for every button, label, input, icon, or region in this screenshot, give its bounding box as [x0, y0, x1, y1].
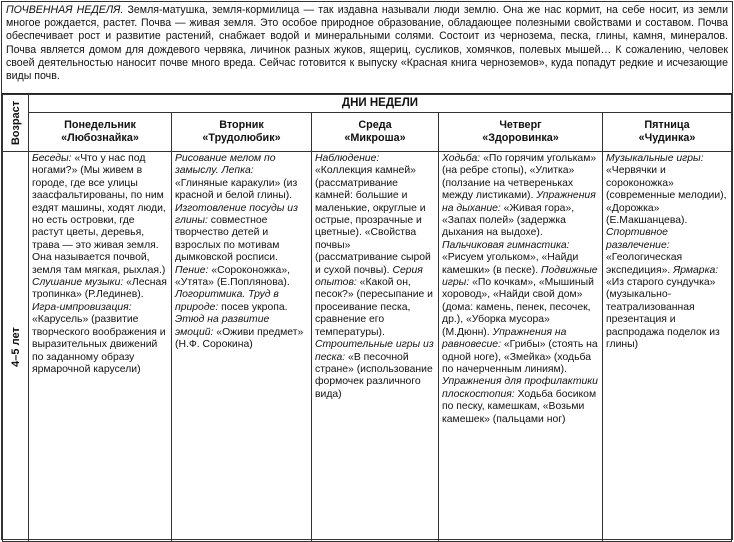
activity-text: «Что у нас под ногами?» (Мы живем в городе, где все улицы заасфальтированы, по ним ездят машины, ходят люди, но есть островки, где растут цветы, деревья, трава — это живая земля. Она называется почвой, земля там мягкая, рыхлая.): [32, 153, 166, 276]
day-name: Понедельник: [64, 119, 136, 131]
activity-text: «Червячки и сороконожка» (современные мелодии), «Дорожка» (Е.Макшанцева).: [606, 165, 727, 227]
activity-label: Упражнения на равновесие:: [442, 326, 567, 351]
day-head-tuesday: [172, 113, 312, 152]
activity-text: «Рисуем угольком», «Найди камешки» (в песке).: [442, 252, 579, 276]
activity-label: Музыкальные игры:: [606, 153, 704, 164]
activity-cell: [312, 152, 439, 542]
activity-label: Наблюдение:: [315, 153, 380, 164]
day-theme: «Любознайка»: [61, 132, 139, 144]
age-header: Возраст: [9, 100, 22, 146]
activity-label: Упражнения для профилактики плоскостопия:: [442, 376, 598, 400]
intro-title: ПОЧВЕННАЯ НЕДЕЛЯ.: [6, 4, 124, 16]
day-theme: «Трудолюбик»: [202, 132, 281, 144]
activity-text: «Геологическая экспедиция».: [606, 252, 683, 276]
activity-label: Этюд на развитие эмоций:: [175, 314, 270, 338]
age-value-cell: [3, 152, 29, 542]
activity-text: «По кочкам», «Мышиный хоровод», «Найди свой дом» (дома: камень, пенек, песочек, др.), «Уборка мусора» (М.Дюнн).: [442, 277, 594, 338]
activity-label: Серия опытов:: [315, 264, 423, 289]
activity-text: «Лесная тропинка» (Р.Лединев).: [32, 277, 167, 301]
activity-label: Беседы:: [32, 153, 72, 164]
activity-text: Ходьба босиком по песку, камешкам, «Возьми камешек» (пальцами ног): [442, 388, 597, 425]
activity-text: «Оживи предмет» (Н.Ф. Сорокина): [175, 326, 304, 351]
activity-text: «Карусель» (развитие творческого воображения и выразительных движений по заданному образу ярмарочной карусели): [32, 314, 166, 375]
day-theme: «Чудинка»: [638, 132, 696, 144]
activity-label: Подвижные игры:: [442, 264, 598, 289]
day-head-wednesday: [312, 113, 439, 152]
day-theme: «Микроша»: [344, 132, 406, 144]
schedule-table: [2, 94, 732, 542]
document-page: [1, 1, 733, 540]
day-name: Четверг: [499, 119, 542, 131]
activity-text: «Из старого сундучка» (музыкально-театрализованная презентация и распродажа поделок из глины): [606, 277, 720, 351]
activity-label: Упражнения на дыхание:: [442, 190, 596, 214]
intro-paragraph: [2, 2, 732, 94]
day-name: Вторник: [219, 119, 264, 131]
activity-text: совместное творчество детей и взрослых по мотивам дымковской росписи.: [175, 215, 280, 264]
activity-label: Рисование мелом по замыслу. Лепка:: [175, 153, 276, 177]
activity-text: посев укропа.: [218, 301, 288, 313]
activity-label: Строительные игры из песка:: [315, 339, 434, 363]
activity-label: Изготовление посуды из глины:: [175, 202, 298, 227]
activity-text: «Глиняные каракули» (из красной и белой глины).: [175, 177, 298, 202]
day-name: Пятница: [644, 119, 690, 131]
day-head-friday: [603, 113, 732, 152]
activity-cell: [439, 152, 603, 542]
days-header: ДНИ НЕДЕЛИ: [29, 95, 732, 113]
activity-text: «Какой он, песок?» (пересыпание и просеивание песка, сравнение его температуры).: [315, 277, 433, 338]
activity-cell: [29, 152, 172, 542]
activity-text: «По горячим уголькам» (на ребре стопы), «Улитка» (ползание на четвереньках между листиками).: [442, 153, 597, 202]
age-value: 4–5 лет: [9, 326, 22, 367]
activity-label: Ходьба:: [442, 153, 481, 164]
activity-label: Слушание музыки:: [32, 277, 124, 289]
day-theme: «Здоровинка»: [482, 132, 559, 144]
activity-label: Пальчиковая гимнастика:: [442, 239, 570, 251]
activity-label: Ярмарка:: [673, 264, 719, 276]
activity-cell: [603, 152, 732, 542]
activity-text: «В песочной стране» (использование формочек различного вида): [315, 351, 433, 400]
activity-text: «Грибы» (стоять на одной ноге), «Змейка» (ходьба по начерченным линиям).: [442, 339, 598, 375]
day-name: Среда: [358, 119, 392, 131]
day-head-thursday: [439, 113, 603, 152]
activity-label: Спортивное развлечение:: [606, 227, 670, 251]
activity-text: «Живая гора», «Запах полей» (задержка дыхания на выдохе).: [442, 202, 575, 239]
activity-label: Игра-импровизация:: [32, 301, 132, 313]
day-head-monday: [29, 113, 172, 152]
age-header-cell: [3, 95, 29, 152]
activity-label: Пение:: [175, 264, 209, 276]
activity-cell: [172, 152, 312, 542]
activity-text: «Коллекция камней» (рассматривание камней: большие и маленькие, округлые и острые, прозрачные и цветные). «Свойства почвы» (рассматривание сырой и сухой почвы).: [315, 165, 431, 276]
intro-text: Земля-матушка, земля-кормилица — так издавна называли люди землю. Она же нас кормит, на себе носит, из земли многое рождается, растет. Почва — живая земля. Это особое природное образование, обладающее полезными свойствами и составом. Почва обеспечивает рост и развитие растений, снабжает водой и минеральными солями. Состоит из чернозема, песка, глины, камня, минералов. Почва является домом для дождевого червяка, личинок разных жуков, ящериц, сусликов, хомячков, полевых мышей… К сожалению, человек своей деятельностью наносит почве много вреда. Сейчас готовится к выпуску «Красная книга черноземов», куда попадут редкие и исчезающие виды почв.: [6, 4, 729, 83]
activity-label: Логоритмика. Труд в природе:: [175, 289, 279, 313]
activity-text: «Сороконожка», «Утята» (Е.Поплянова).: [175, 264, 291, 289]
